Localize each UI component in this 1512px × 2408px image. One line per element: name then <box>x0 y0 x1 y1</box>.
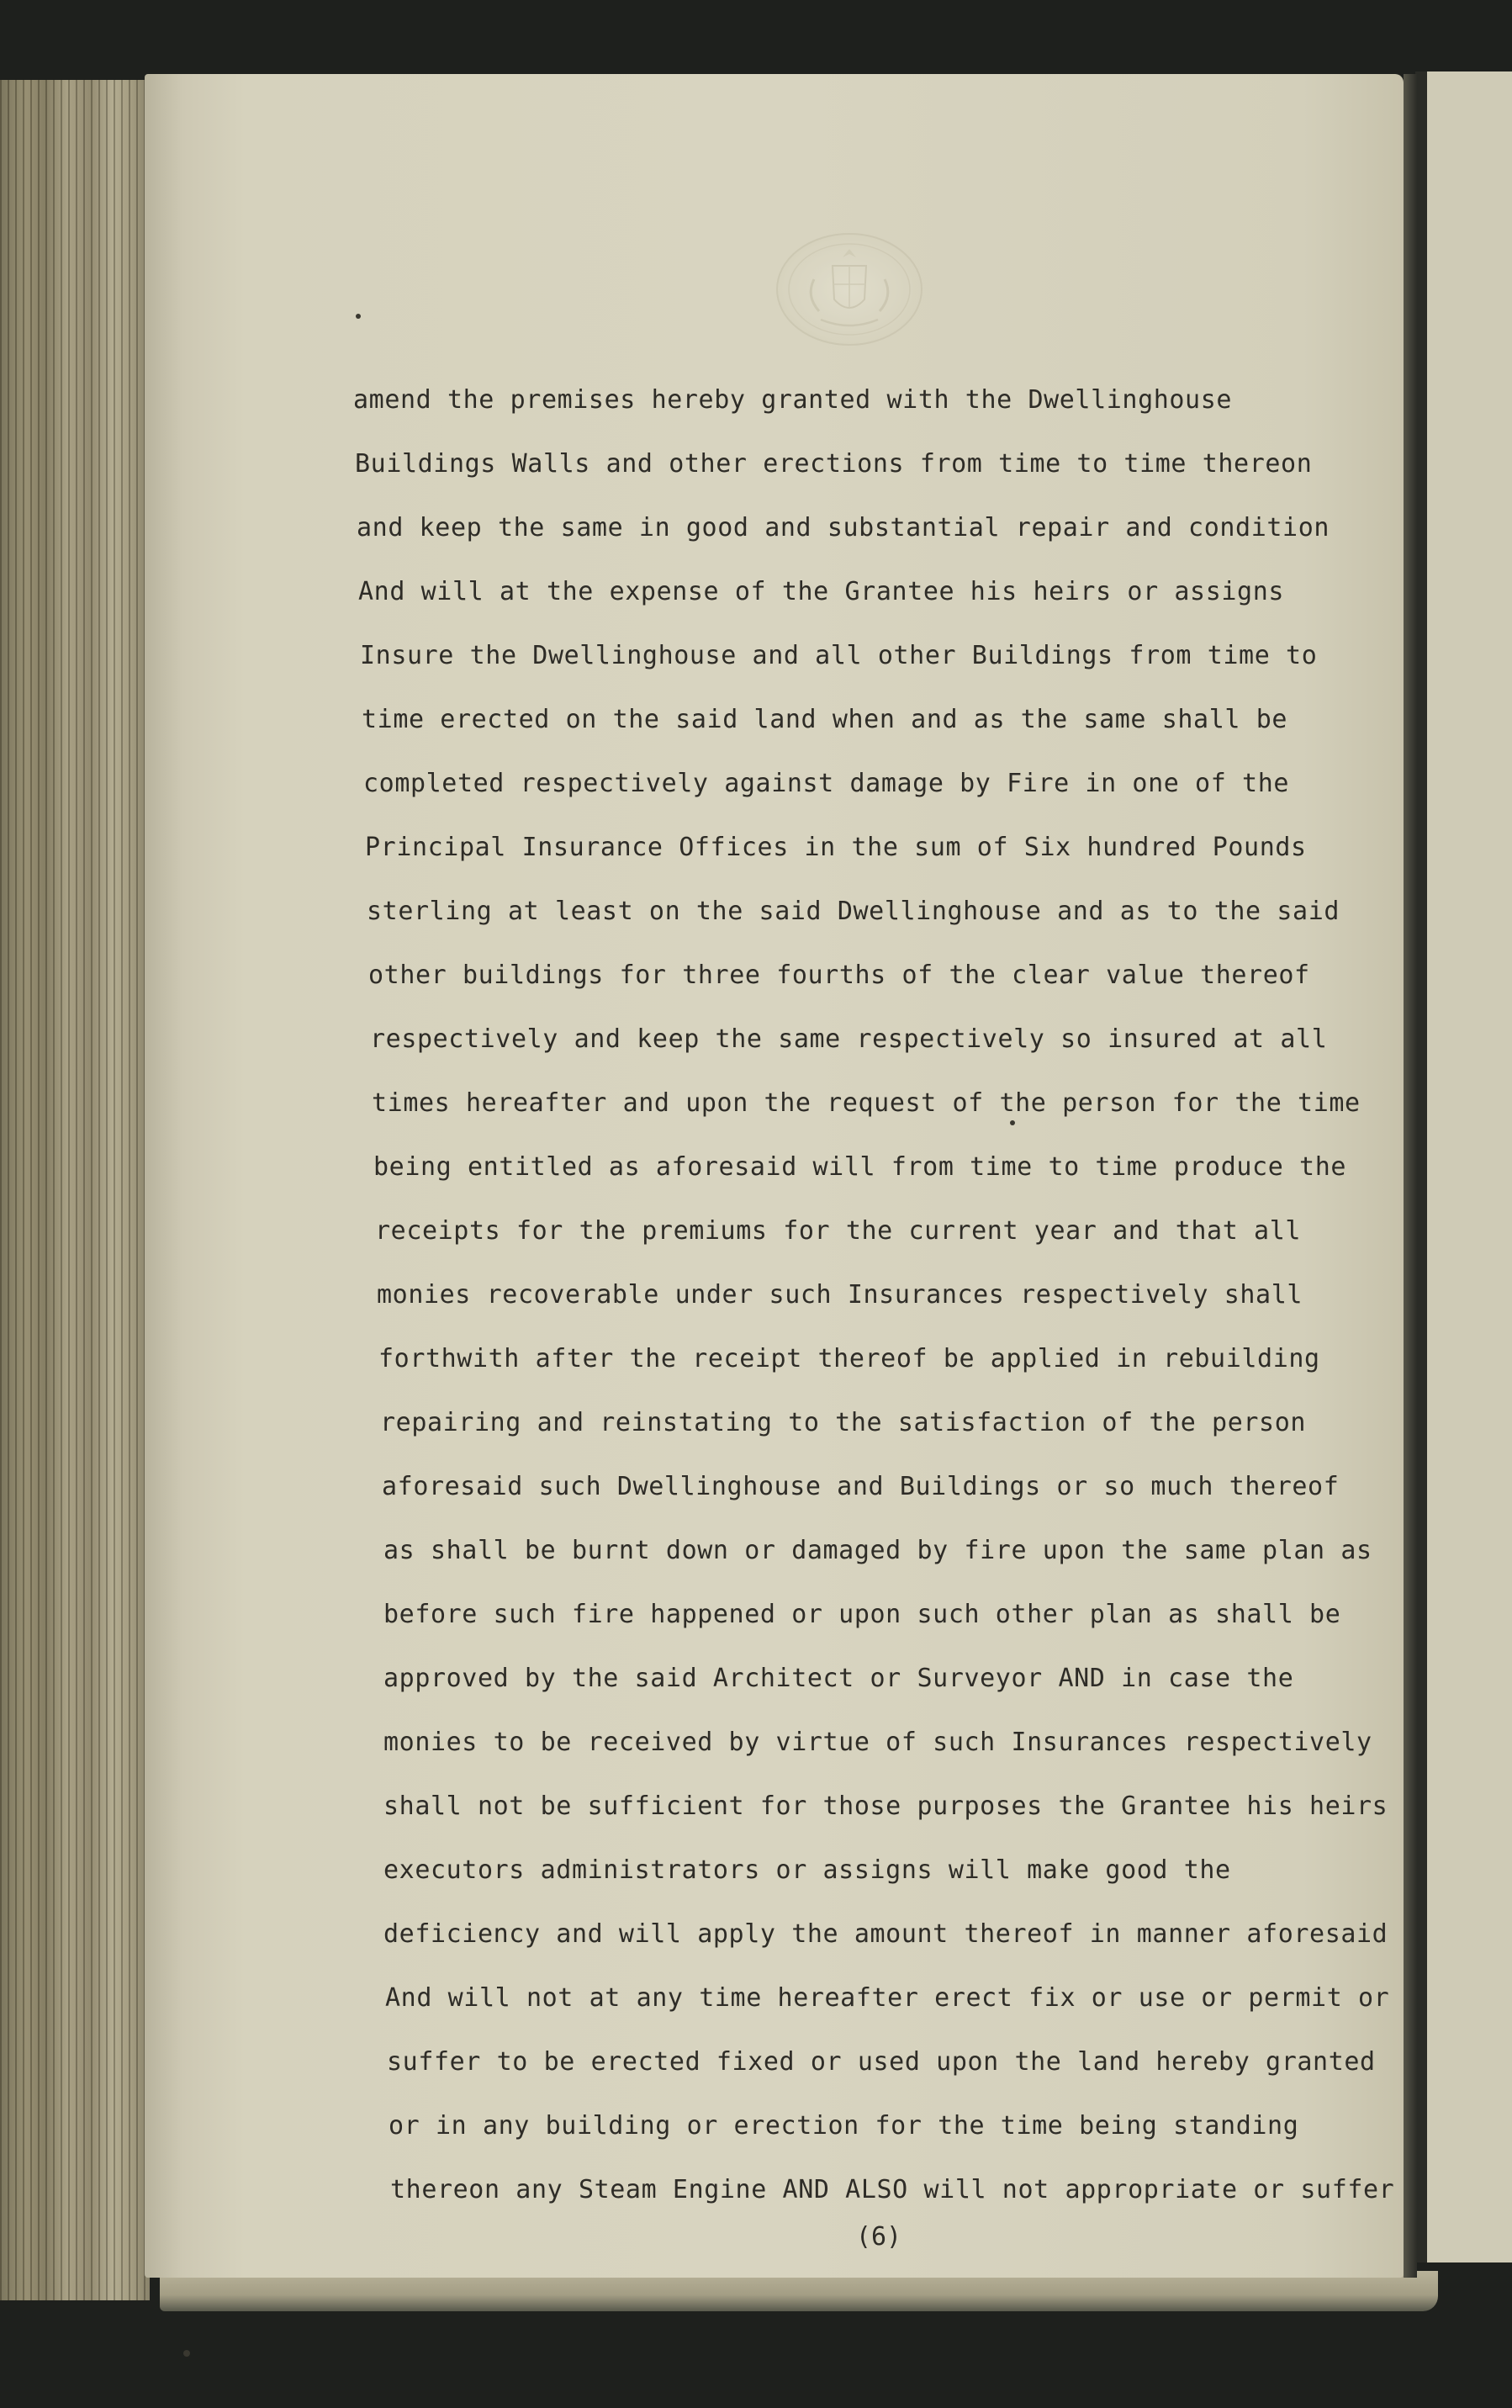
text-line: completed respectively against damage by Fire in one of the <box>363 769 1290 798</box>
ink-speck <box>356 314 361 319</box>
text-line: And will at the expense of the Grantee his heirs or assigns <box>358 577 1285 606</box>
text-line: being entitled as aforesaid will from time to time produce the <box>373 1152 1347 1182</box>
text-line: as shall be burnt down or damaged by fire upon the same plan as <box>383 1536 1372 1565</box>
text-line: forthwith after the receipt thereof be applied in rebuilding <box>378 1344 1320 1373</box>
deed-text <box>353 368 1400 2222</box>
text-line: amend the premises hereby granted with the Dwellinghouse <box>353 385 1233 415</box>
text-line: Principal Insurance Offices in the sum of Six hundred Pounds <box>365 833 1307 862</box>
text-line: times hereafter and upon the request of the person for the time <box>372 1088 1361 1118</box>
text-line: repairing and reinstating to the satisfaction of the person <box>380 1408 1307 1437</box>
text-line: or in any building or erection for the time being standing <box>389 2111 1299 2141</box>
text-line: receipts for the premiums for the current year and that all <box>375 1216 1302 1246</box>
text-line: other buildings for three fourths of the clear value thereof <box>368 961 1310 990</box>
page-number: (6) <box>855 2222 902 2252</box>
ink-speck <box>183 2350 190 2357</box>
text-line: executors administrators or assigns will make good the <box>383 1855 1231 1885</box>
text-line: shall not be sufficient for those purposes the Grantee his heirs <box>383 1791 1388 1821</box>
text-line: suffer to be erected fixed or used upon the land hereby granted <box>387 2047 1376 2077</box>
text-line: time erected on the said land when and as the same shall be <box>362 705 1288 734</box>
text-line: and keep the same in good and substantial repair and condition <box>357 513 1330 542</box>
text-line: And will not at any time hereafter erect fix or use or permit or <box>385 1983 1390 2013</box>
embossed-seal-icon <box>772 229 927 350</box>
text-line: before such fire happened or upon such other plan as shall be <box>383 1600 1341 1629</box>
binding-spine <box>1404 74 1417 2278</box>
text-line: aforesaid such Dwellinghouse and Buildings or so much thereof <box>382 1472 1340 1501</box>
text-line: monies to be received by virtue of such Insurances respectively <box>383 1728 1372 1757</box>
text-line: Insure the Dwellinghouse and all other Buildings from time to <box>360 641 1318 670</box>
text-line: monies recoverable under such Insurances respectively shall <box>377 1280 1303 1310</box>
text-line: approved by the said Architect or Surveyor AND in case the <box>383 1664 1294 1693</box>
text-line: thereon any Steam Engine AND ALSO will not appropriate or suffer <box>390 2175 1395 2204</box>
text-line: sterling at least on the said Dwellinghouse and as to the said <box>367 897 1340 926</box>
page-edge-strips <box>0 80 150 2300</box>
text-line: respectively and keep the same respectively so insured at all <box>370 1024 1328 1054</box>
text-line: Buildings Walls and other erections from time to time thereon <box>355 449 1313 479</box>
text-line: deficiency and will apply the amount thereof in manner aforesaid <box>383 1919 1388 1949</box>
adjacent-page <box>1415 71 1512 2262</box>
